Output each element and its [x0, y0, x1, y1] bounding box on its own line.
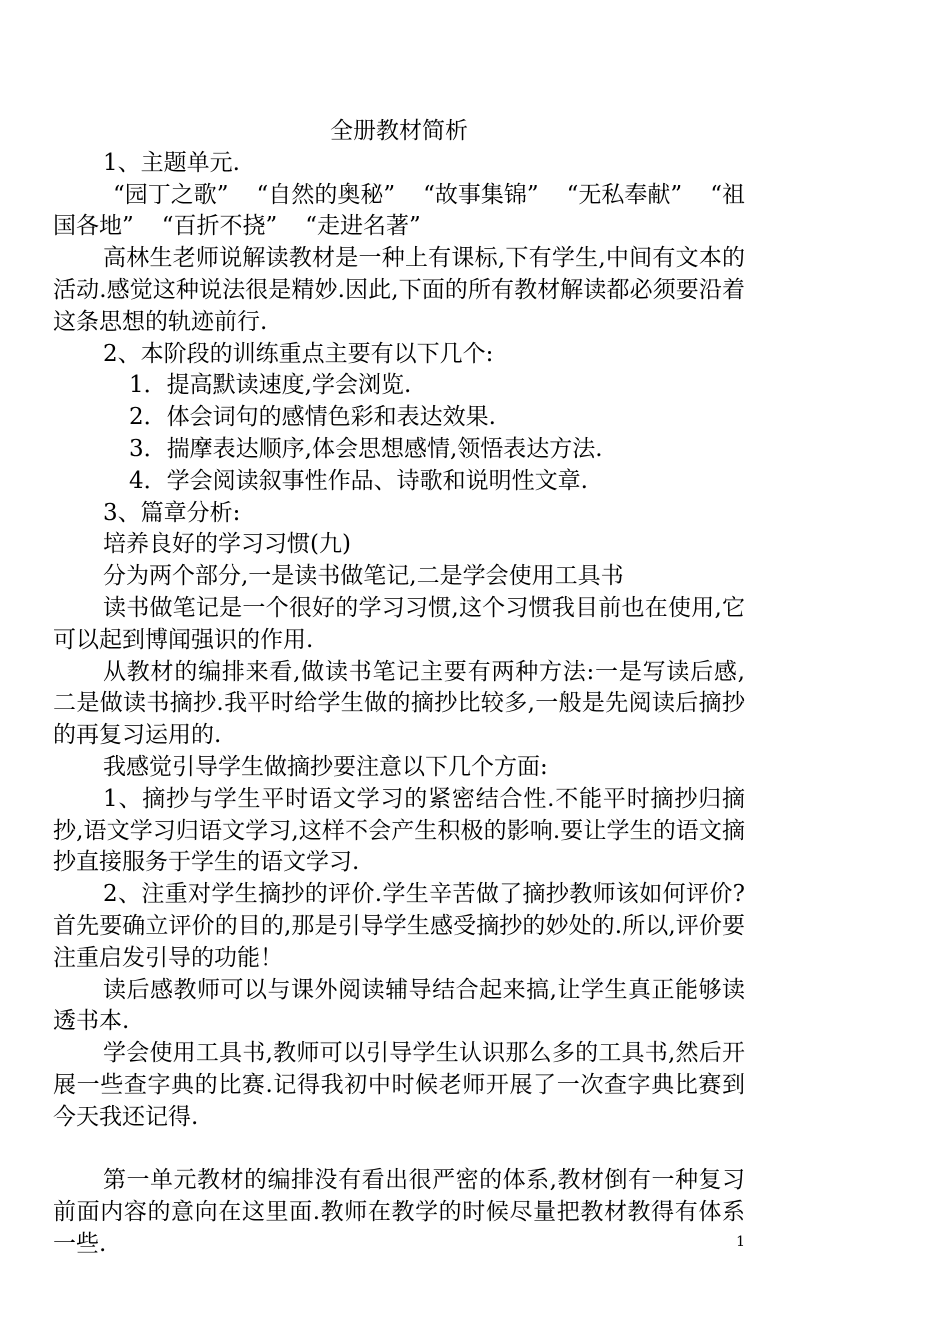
section1-heading: 1、主题单元. [103, 149, 240, 176]
themes-list [53, 180, 745, 244]
paragraph-notes: 读书做笔记是一个很好的学习习惯,这个习惯我目前也在使用,它可以起到博闻强识的作用. [53, 594, 745, 653]
theme-item: “故事集锦” [423, 181, 539, 208]
section3-heading: 3、篇章分析: [103, 499, 241, 526]
habit-parts: 分为两个部分,一是读书做笔记,二是学会使用工具书 [103, 563, 624, 590]
training-point: 1．提高默读速度,学会浏览. [129, 372, 412, 399]
training-point: 3．揣摩表达顺序,体会思想感情,领悟表达方法. [129, 435, 603, 462]
intro-paragraph: 高林生老师说解读教材是一种上有课标,下有学生,中间有文本的活动.感觉这种说法很是精妙.因此,下面的所有教材解读都必须要沿着这条思想的轨迹前行. [53, 245, 745, 335]
training-points-list [53, 370, 745, 497]
theme-item: “自然的奥秘” [256, 181, 396, 208]
blank-line [53, 1134, 745, 1166]
aspect-two: 2、注重对学生摘抄的评价.学生辛苦做了摘抄教师该如何评价?首先要确立评价的目的,那是引导学生感受摘抄的妙处的.所以,评价要注重启发引导的功能！ [53, 881, 745, 971]
habit-title: 培养良好的学习习惯(九) [103, 531, 351, 558]
page-number: 1 [736, 1234, 745, 1250]
theme-item: “百折不挠” [161, 213, 278, 240]
training-point: 2．体会词句的感情色彩和表达效果. [129, 404, 496, 431]
theme-item: “园丁之歌” [113, 181, 229, 208]
document-body [53, 116, 745, 1261]
paragraph-reflection: 读后感教师可以与课外阅读辅导结合起来搞,让学生真正能够读透书本. [53, 976, 745, 1035]
theme-item: “走进名著” [305, 213, 421, 240]
paragraph-methods: 从教材的编排来看,做读书笔记主要有两种方法:一是写读后感,二是做读书摘抄.我平时给学生做的摘抄比较多,一般是先阅读后摘抄的再复习运用的. [53, 658, 745, 749]
aspect-one: 1、摘抄与学生平时语文学习的紧密结合性.不能平时摘抄归摘抄,语文学习归语文学习,这样不会产生积极的影响.要让学生的语文摘抄直接服务于学生的语文学习. [53, 785, 745, 876]
theme-item: “祖国各地” [53, 181, 745, 240]
theme-item: “无私奉献” [566, 181, 683, 208]
section2-heading: 2、本阶段的训练重点主要有以下几个: [103, 340, 494, 367]
document-title: 全册教材简析 [330, 118, 468, 144]
paragraph-tools: 学会使用工具书,教师可以引导学生认识那么多的工具书,然后开展一些查字典的比赛.记得我初中时候老师开展了一次查字典比赛到今天我还记得. [53, 1040, 745, 1130]
training-point: 4．学会阅读叙事性作品、诗歌和说明性文章. [129, 467, 588, 494]
paragraph-unit-one: 第一单元教材的编排没有看出很严密的体系,教材倒有一种复习前面内容的意向在这里面.教师在教学的时候尽量把教材教得有体系一些. [53, 1167, 745, 1257]
paragraph-aspects: 我感觉引导学生做摘抄要注意以下几个方面: [103, 753, 548, 780]
